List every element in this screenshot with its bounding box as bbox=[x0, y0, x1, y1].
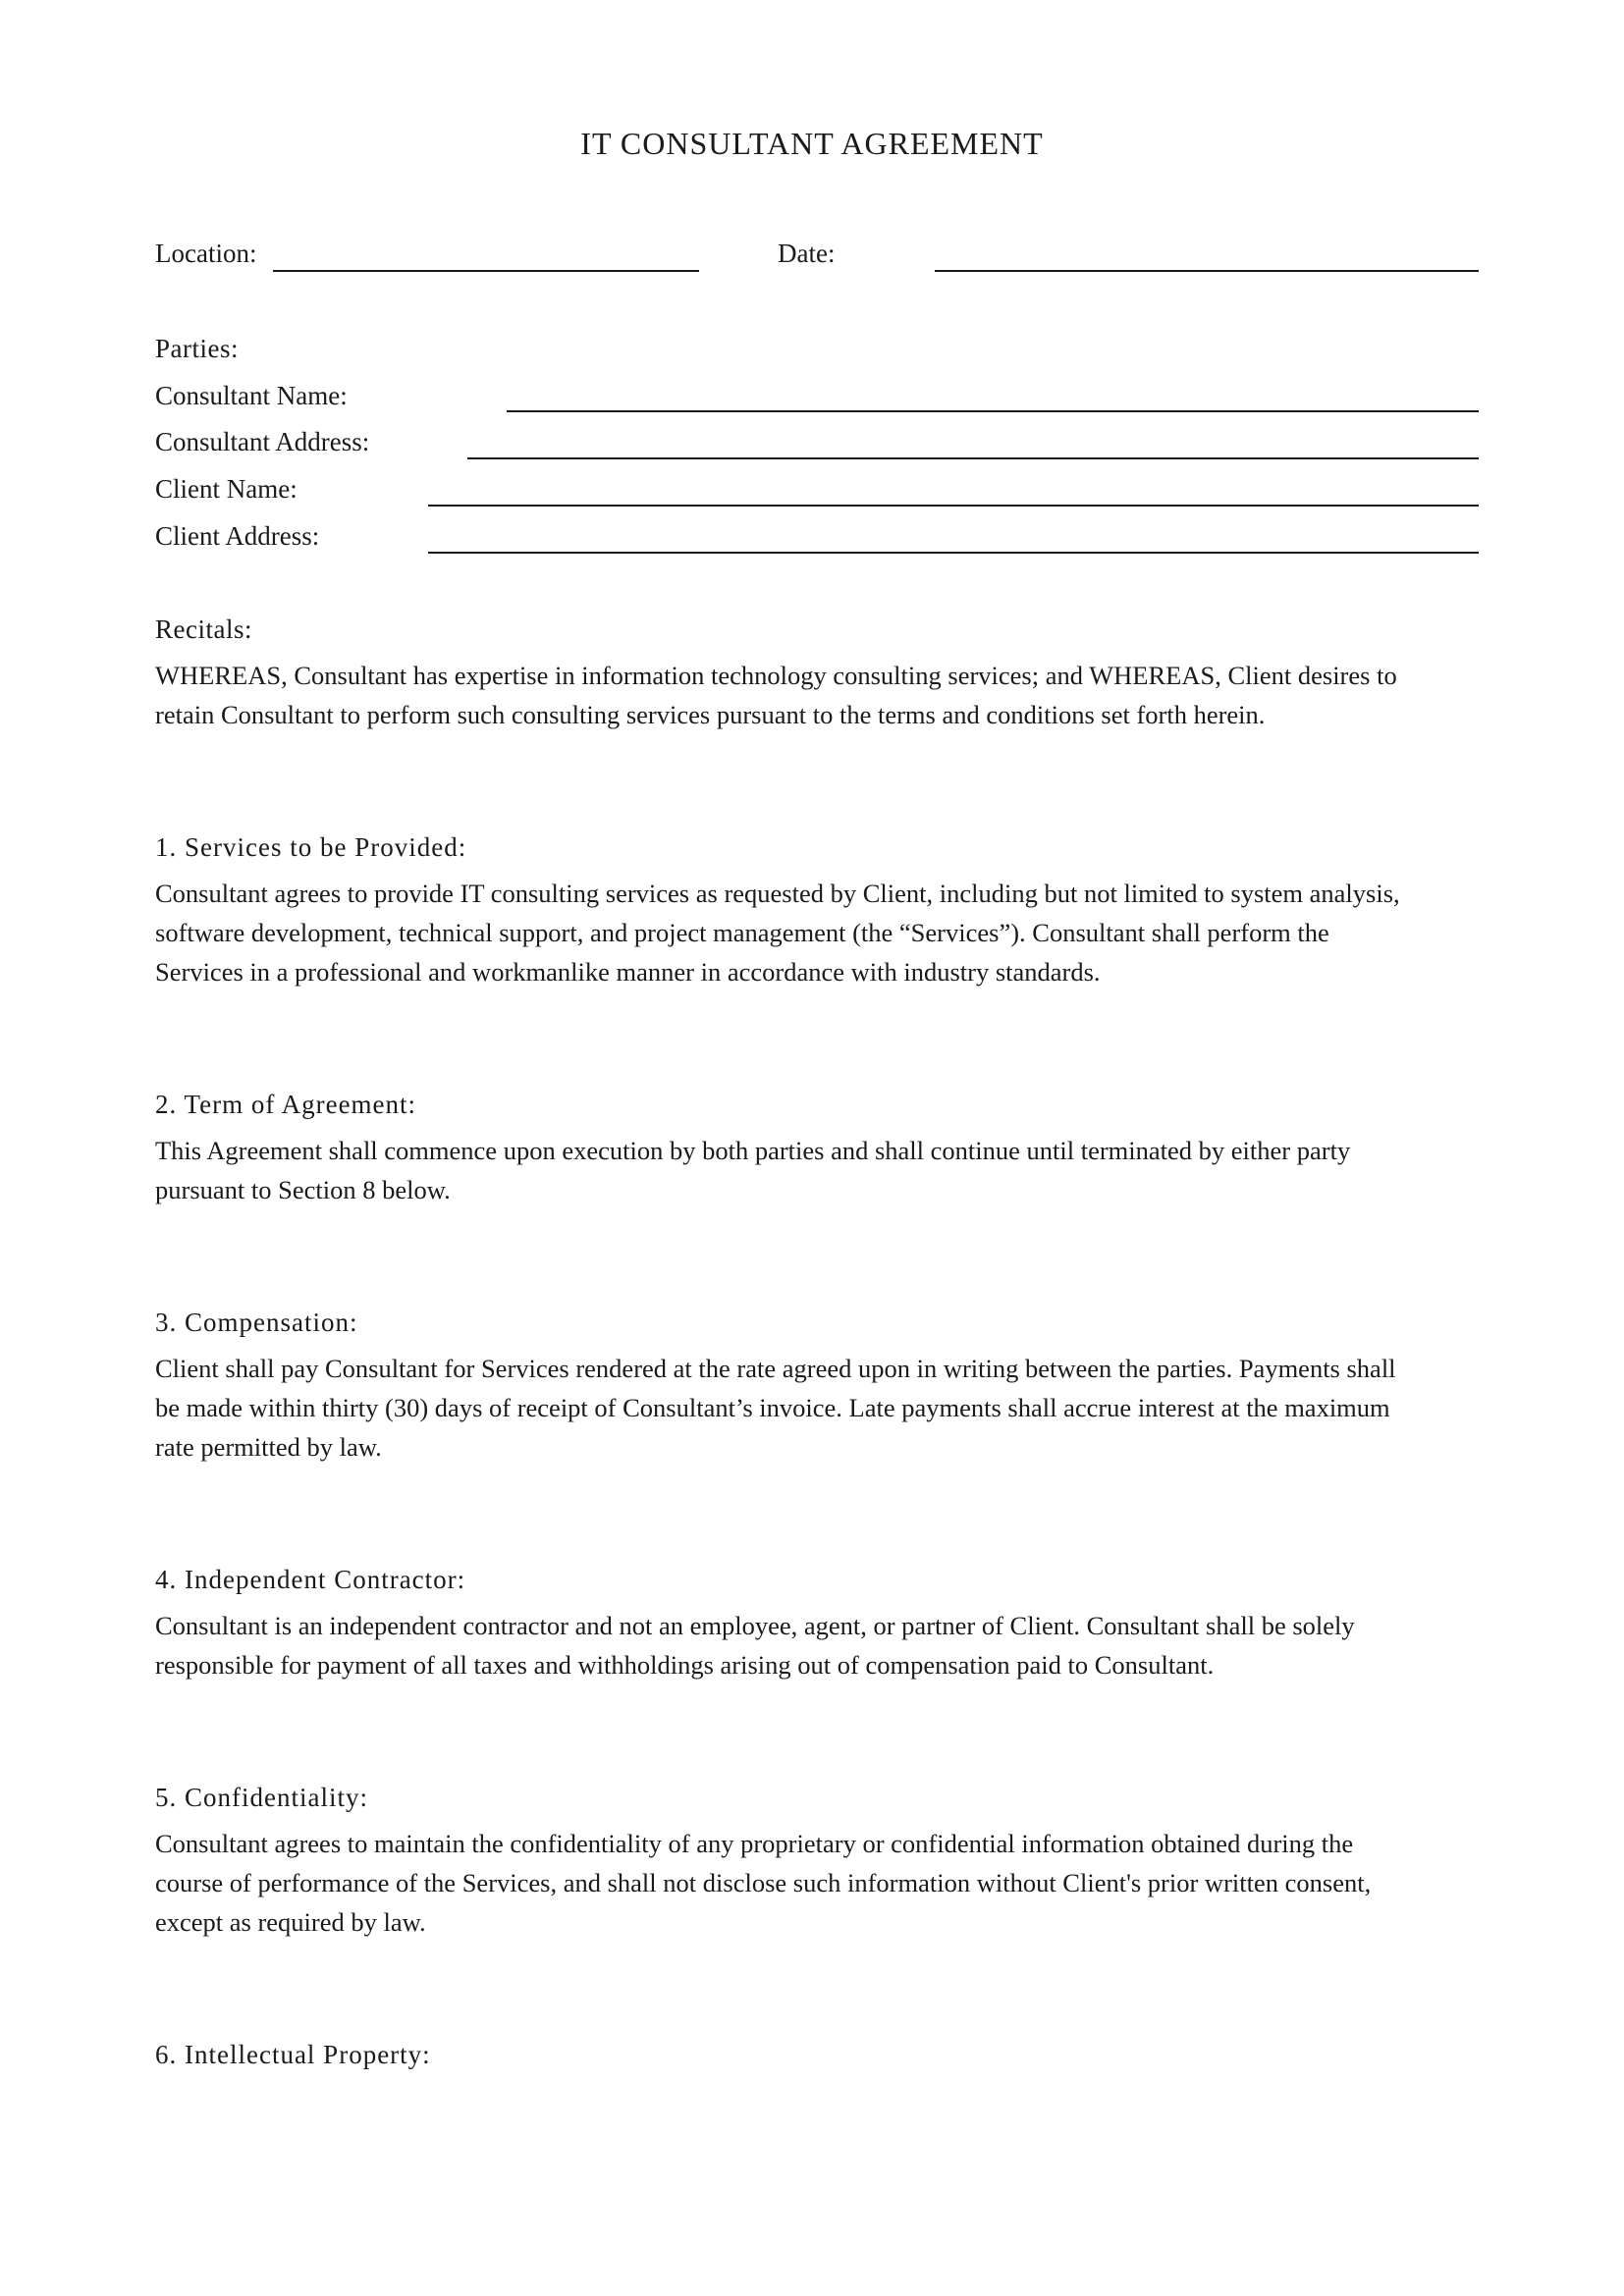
document-title: IT CONSULTANT AGREEMENT bbox=[580, 126, 1044, 161]
section-3-line: Client shall pay Consultant for Services rendered at the rate agreed upon in writing between the parties. Payments shall bbox=[155, 1354, 1396, 1383]
recitals-heading: Recitals: bbox=[155, 614, 252, 644]
location-label: Location: bbox=[155, 239, 257, 268]
section-6-heading: 6. Intellectual Property: bbox=[155, 2040, 431, 2069]
section-5-line: except as required by law. bbox=[155, 1907, 426, 1937]
section-5-line: course of performance of the Services, and shall not disclose such information without Client's prior written consent, bbox=[155, 1868, 1372, 1897]
client-name-label: Client Name: bbox=[155, 474, 298, 504]
section-1-line: software development, technical support, and project management (the “Services”). Consultant shall perform the bbox=[155, 918, 1329, 947]
recitals-paragraph bbox=[155, 656, 1481, 734]
section-1-heading: 1. Services to be Provided: bbox=[155, 832, 467, 862]
section-2-paragraph bbox=[155, 1131, 1481, 1209]
section-3-paragraph bbox=[155, 1349, 1481, 1467]
parties-heading: Parties: bbox=[155, 334, 239, 363]
consultant-name-blank-line[interactable] bbox=[507, 410, 1479, 412]
section-3-heading: 3. Compensation: bbox=[155, 1308, 358, 1337]
section-4-paragraph bbox=[155, 1606, 1481, 1684]
section-5-heading: 5. Confidentiality: bbox=[155, 1783, 368, 1812]
section-3-line: be made within thirty (30) days of receipt of Consultant’s invoice. Late payments shall accrue interest at the maximum bbox=[155, 1393, 1390, 1422]
recitals-line: retain Consultant to perform such consulting services pursuant to the terms and conditions set forth herein. bbox=[155, 700, 1266, 729]
section-5-line: Consultant agrees to maintain the confidentiality of any proprietary or confidential information obtained during the bbox=[155, 1829, 1354, 1858]
location-blank-line[interactable] bbox=[273, 270, 699, 272]
date-label: Date: bbox=[778, 239, 836, 268]
consultant-name-label: Consultant Name: bbox=[155, 381, 348, 410]
section-1-line: Services in a professional and workmanlike manner in accordance with industry standards. bbox=[155, 957, 1101, 987]
section-2-line: pursuant to Section 8 below. bbox=[155, 1175, 451, 1204]
section-2-line: This Agreement shall commence upon execution by both parties and shall continue until terminated by either party bbox=[155, 1136, 1351, 1165]
section-1-line: Consultant agrees to provide IT consulting services as requested by Client, including but not limited to system analysis, bbox=[155, 879, 1400, 908]
section-2-heading: 2. Term of Agreement: bbox=[155, 1090, 417, 1119]
section-1-paragraph bbox=[155, 874, 1481, 991]
client-name-blank-line[interactable] bbox=[428, 505, 1479, 507]
consultant-address-label: Consultant Address: bbox=[155, 427, 370, 456]
section-4-line: Consultant is an independent contractor and not an employee, agent, or partner of Client. Consultant shall be solely bbox=[155, 1611, 1355, 1640]
client-address-label: Client Address: bbox=[155, 521, 320, 551]
section-3-line: rate permitted by law. bbox=[155, 1432, 382, 1462]
section-5-paragraph bbox=[155, 1824, 1481, 1942]
recitals-line: WHEREAS, Consultant has expertise in information technology consulting services; and WHEREAS, Client desires to bbox=[155, 661, 1397, 690]
consultant-address-blank-line[interactable] bbox=[467, 457, 1479, 459]
section-4-line: responsible for payment of all taxes and withholdings arising out of compensation paid to Consultant. bbox=[155, 1650, 1215, 1680]
date-blank-line[interactable] bbox=[935, 270, 1479, 272]
section-4-heading: 4. Independent Contractor: bbox=[155, 1565, 466, 1594]
client-address-blank-line[interactable] bbox=[428, 552, 1479, 554]
